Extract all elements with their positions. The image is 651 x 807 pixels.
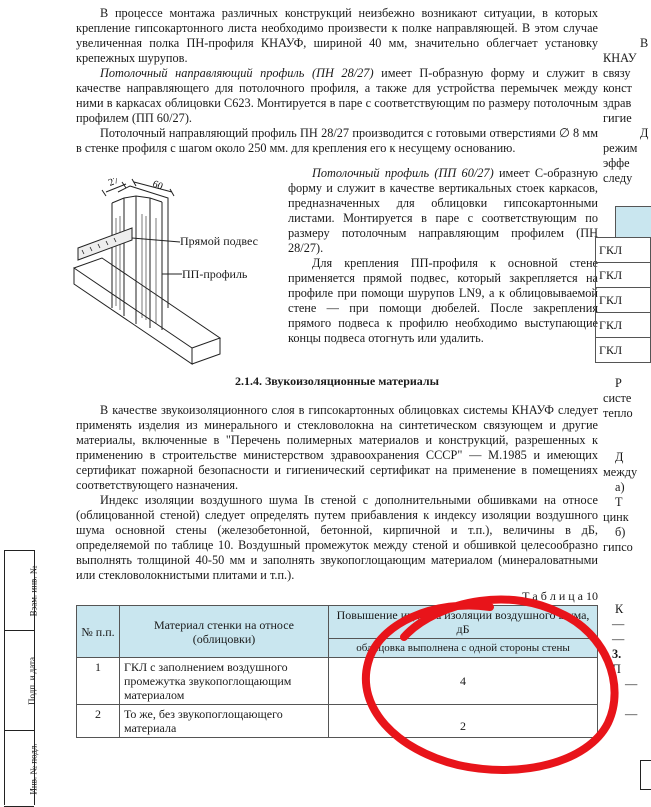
paragraph-2 bbox=[76, 66, 598, 126]
right-frag-18: цинк bbox=[603, 510, 629, 524]
paragraph-3: Потолочный направляющий профиль ПН 28/27 производится с готовыми отверстиями ∅ 8 мм в стенке профиля с шагом около 250 мм. для крепления его к несущему основанию. bbox=[76, 126, 598, 155]
right-frag-24: 3. bbox=[612, 647, 622, 661]
row-num: 2 bbox=[77, 705, 120, 738]
right-table-cell: ГКЛ bbox=[596, 338, 651, 363]
label-profile: ПП-профиль bbox=[182, 267, 248, 281]
stamp-cell-inv bbox=[4, 730, 39, 807]
main-column bbox=[76, 6, 598, 156]
right-frag-27: — bbox=[625, 707, 638, 721]
paragraph-6: В качестве звукоизоляционного слоя в гипсокартонных облицовках системы КНАУФ следует применять изделия из минерального и стекловолокна на синтетическом связующем и другие материалы, включенные в "Перечень полимерных материалов и конструкций, разрешенных к применению в строительстве министерством здравоохранения СССР" — М.1985 и имеющих сертификат пожарной безопасности и гигиенический сертификат на применение в помещениях соответствующего назначения. bbox=[76, 403, 598, 492]
right-frag-9: эффе bbox=[603, 156, 630, 170]
right-frag-14: Д bbox=[615, 450, 624, 464]
paragraph-4 bbox=[288, 166, 598, 256]
row-value: 4 bbox=[329, 658, 598, 705]
stamp-label-replace: Взам. инв. № bbox=[28, 565, 39, 617]
term-pp: Потолочный профиль (ПП 60/27) bbox=[312, 166, 494, 180]
right-table-cell: ГКЛ bbox=[596, 313, 651, 338]
right-table-cell: ГКЛ bbox=[596, 238, 651, 263]
term-pn: Потолочный направляющий профиль (ПН 28/27) bbox=[100, 66, 374, 80]
dim-27: 27 bbox=[107, 178, 121, 189]
right-frag-3: связу bbox=[603, 66, 631, 80]
col-material-header: Материал стенки на относе (облицовки) bbox=[120, 606, 329, 658]
right-bottom-box bbox=[640, 760, 651, 790]
paragraph-1: В процессе монтажа различных конструкций неизбежно возникают ситуации, в которых крепление гипсокартонного листа необходимо произвести к полке направляющей. В этом случае увеличенная полка ПН-профиля КНАУФ, шириной 40 мм, значительно облегчает установку крепежных шурупов. bbox=[76, 6, 598, 65]
right-frag-25: П bbox=[612, 662, 621, 676]
col-increase-header: Повышение индекса изоляции воздушного шума, дБ bbox=[329, 606, 598, 639]
right-frag-11: Р bbox=[615, 376, 622, 390]
paragraph-5: Для крепления ПП-профиля к основной стене применяется прямой подвес, который закрепляется на профиле при помощи шурупов LN9, а к облицовываемой стене — при помощи дюбелей. После закрепления прямого подвеса к профилю необходимо выступающие концы подвеса отогнуть или удалить. bbox=[288, 256, 598, 345]
right-frag-16: а) bbox=[615, 480, 625, 494]
right-frag-10: следу bbox=[603, 171, 633, 185]
paragraph-7: Индекс изоляции воздушного шума Iв стеной с дополнительными обшивками на относе (облицованной стеной) следует определять путем прибавления к индексу изоляции воздушного шума основной стены (железобетонной, бетонной, кирпичной и т.п.), величины в дБ, определяемой по таблице 10. Воздушный промежуток между стеной и обшивкой целесообразно выполнять толщиной 40-50 мм и заполнять звукопоглощающим материалом (минераловатными или стекловолокнистыми плитами и т.п.). bbox=[76, 493, 598, 582]
right-frag-21: К bbox=[615, 602, 624, 616]
right-frag-1: В bbox=[640, 36, 649, 50]
col-num-header: № п.п. bbox=[77, 606, 120, 658]
right-frag-17: Т bbox=[615, 495, 623, 509]
right-frag-4: конст bbox=[603, 81, 632, 95]
right-table-header bbox=[615, 206, 651, 238]
red-circle-annotation bbox=[340, 585, 640, 795]
figure-side-text bbox=[288, 166, 598, 346]
label-hanger: Прямой подвес bbox=[180, 234, 258, 248]
row-num: 1 bbox=[77, 658, 120, 705]
row-material: ГКЛ с заполнением воздушного промежутка звукопоглощающим материалом bbox=[120, 658, 329, 705]
table-caption: Т а б л и ц а 10 bbox=[522, 589, 598, 603]
right-frag-26: — bbox=[625, 677, 638, 691]
paragraph-2-rest: имеет П-образную форму и служит в качестве направляющего для потолочного профиля, а также для устройства перемычек между ними в каркасах облицовки С623. Монтируется в паре с соответствующим по размеру потолочным профилем (ПП 60/27). bbox=[76, 66, 598, 125]
stamp-label-sign: Подп. и дата bbox=[27, 656, 38, 706]
right-frag-6: гигие bbox=[603, 111, 632, 125]
right-frag-22: — bbox=[612, 617, 625, 631]
right-frag-19: б) bbox=[615, 525, 626, 539]
right-table-cell: ГКЛ bbox=[596, 263, 651, 288]
right-frag-5: здрав bbox=[603, 96, 632, 110]
stamp-cell-sign bbox=[4, 630, 38, 731]
right-frag-15: между bbox=[603, 465, 638, 479]
row-value: 2 bbox=[329, 705, 598, 738]
profile-figure bbox=[72, 178, 284, 374]
right-frag-23: — bbox=[612, 632, 625, 646]
row-material: То же, без звукопоглощающего материала bbox=[120, 705, 329, 738]
stamp-label-inv: Инв. № подл. bbox=[28, 742, 39, 795]
right-frag-12: систе bbox=[603, 391, 632, 405]
right-frag-13: тепло bbox=[603, 406, 633, 420]
section-body bbox=[76, 403, 598, 583]
right-table bbox=[595, 237, 651, 363]
right-frag-7: Д bbox=[640, 126, 649, 140]
right-frag-20: гипсо bbox=[603, 540, 633, 554]
right-frag-2: КНАУ bbox=[603, 51, 637, 65]
right-frag-8: режим bbox=[603, 141, 638, 155]
dim-60: 60 bbox=[150, 178, 165, 193]
paragraph-4-rest: имеет С-образную форму и служит в качестве вертикальных стоек каркасов, предназначенных для облицовки гипсокартонными листами. Монтируется в паре с соответствующим по размеру потолочным направляющим профилем (ПН 28/27). bbox=[288, 166, 598, 255]
col-sub-header: облицовка выполнена с одной стороны стены bbox=[329, 639, 598, 658]
profile-drawing bbox=[72, 178, 284, 374]
section-heading: 2.1.4. Звукоизоляционные материалы bbox=[234, 374, 440, 388]
stamp-cell-replace bbox=[4, 550, 39, 631]
right-table-cell: ГКЛ bbox=[596, 288, 651, 313]
